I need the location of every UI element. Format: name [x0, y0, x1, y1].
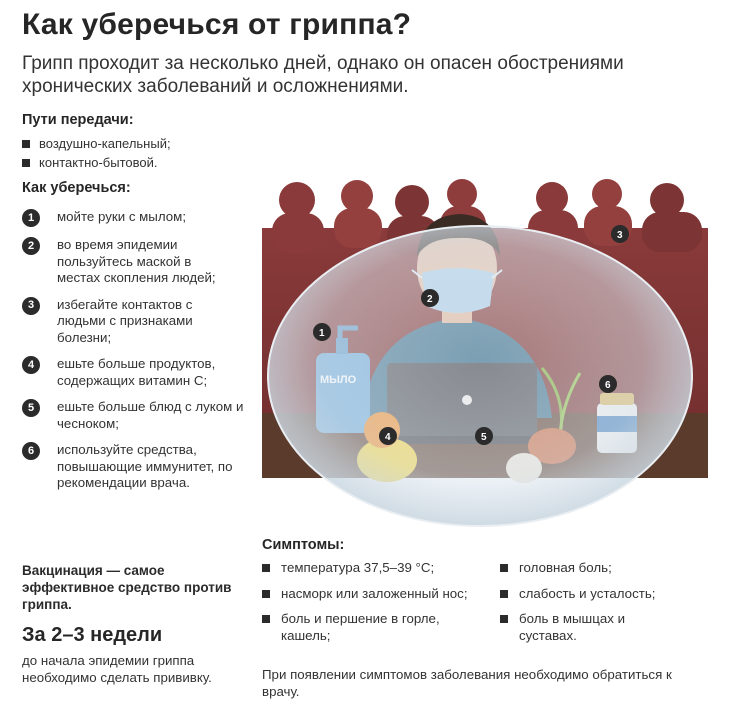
step-number-badge: 6 [22, 442, 40, 460]
prevention-heading: Как уберечься: [22, 180, 131, 196]
step-number-badge: 4 [22, 356, 40, 374]
svg-text:3: 3 [617, 230, 623, 241]
page-subtitle: Грипп проходит за несколько дней, однако он опасен обострениями хронических заболеваний и осложнениями. [22, 53, 624, 97]
svg-text:4: 4 [385, 432, 391, 443]
step-number-badge: 1 [22, 209, 40, 227]
step-number-badge: 3 [22, 297, 40, 315]
list-item: боль и першение в горле, кашель; [262, 611, 492, 644]
list-item: 6 используйте средства, повышающие иммунитет, по рекомендации врача. [22, 442, 262, 492]
bullet-square-icon [22, 159, 30, 167]
bullet-square-icon [262, 590, 270, 598]
list-item: слабость и усталость; [500, 586, 715, 603]
vaccination-note: Вакцинация — самое эффективное средство против гриппа. [22, 563, 232, 612]
transmission-heading: Пути передачи: [22, 112, 134, 128]
list-item: 4 ешьте больше продуктов, содержащих витамин С; [22, 356, 262, 389]
symptoms-list-right [500, 560, 715, 653]
list-item: 2 во время эпидемии пользуйтесь маской в местах скопления людей; [22, 237, 262, 287]
svg-text:2: 2 [427, 294, 433, 305]
bullet-square-icon [500, 615, 508, 623]
svg-text:6: 6 [605, 380, 611, 391]
bullet-square-icon [500, 564, 508, 572]
svg-text:1: 1 [319, 328, 325, 339]
list-item: насморк или заложенный нос; [262, 586, 492, 603]
list-item: боль в мышцах и суставах. [500, 611, 715, 644]
list-item: 1 мойте руки с мылом; [22, 209, 262, 227]
bullet-square-icon [22, 140, 30, 148]
bullet-square-icon [262, 615, 270, 623]
step-number-badge: 5 [22, 399, 40, 417]
step-number-badge: 2 [22, 237, 40, 255]
prevention-steps [22, 209, 262, 492]
bullet-square-icon [500, 590, 508, 598]
list-item: контактно-бытовой. [22, 153, 171, 172]
weeks-text: до начала эпидемии гриппа необходимо сделать прививку. [22, 653, 212, 685]
list-item: 3 избегайте контактов с людьми с признаками болезни; [22, 297, 262, 347]
list-item: 5 ешьте больше блюд с луком и чесноком; [22, 399, 262, 432]
symptoms-footer: При появлении симптомов заболевания необходимо обратиться к врачу. [262, 667, 672, 699]
weeks-heading: За 2–3 недели [22, 624, 163, 646]
page-title: Как уберечься от гриппа? [22, 8, 412, 41]
illustration [262, 178, 708, 528]
list-item: температура 37,5–39 °С; [262, 560, 492, 577]
symptoms-list-left [262, 560, 492, 653]
bullet-square-icon [262, 564, 270, 572]
list-item: головная боль; [500, 560, 715, 577]
symptoms-heading: Симптомы: [262, 537, 345, 553]
protective-bubble [268, 226, 692, 526]
list-item: воздушно-капельный; [22, 134, 171, 153]
svg-text:5: 5 [481, 432, 487, 443]
transmission-list [22, 134, 171, 172]
